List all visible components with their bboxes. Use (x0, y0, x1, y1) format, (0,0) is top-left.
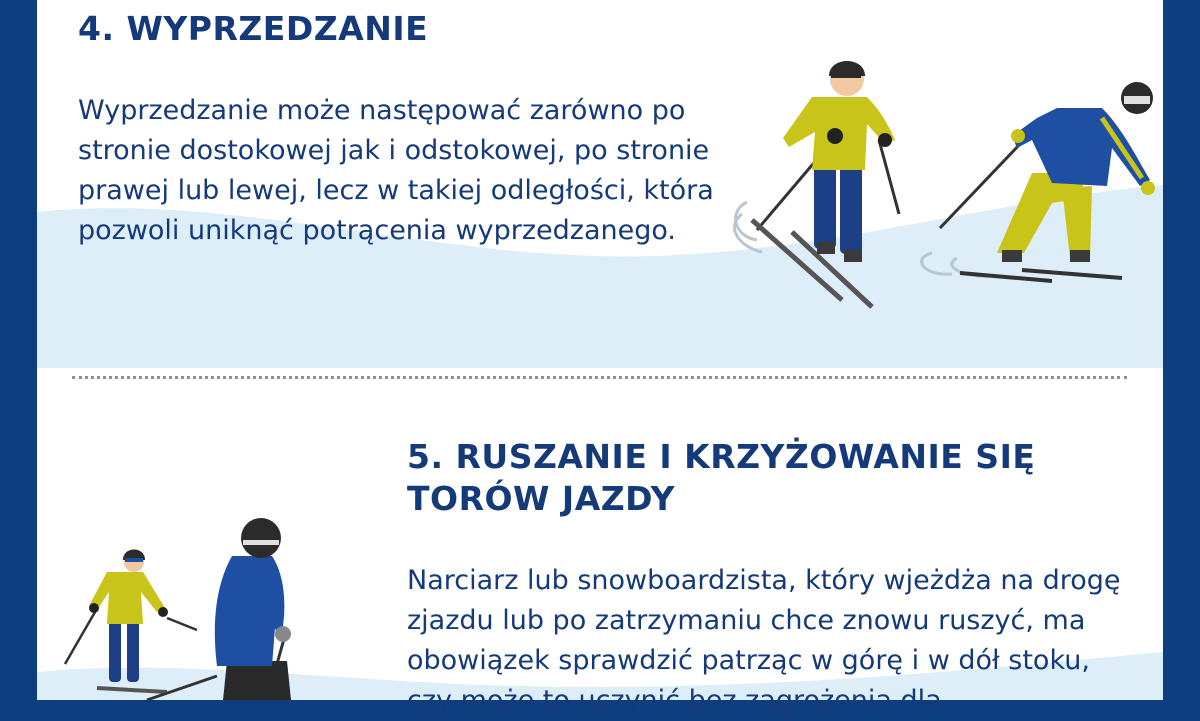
section-5-text: Narciarz lub snowboardzista, który wjeżdża na drogę zjazdu lub po zatrzymaniu chce znowu ruszyć, ma obowiązek sprawdzić patrząc w górę i w dół stoku, czy może to uczynić bez zagrożenia dla (407, 565, 1121, 716)
section-5-title: 5. RUSZANIE I KRZYŻOWANIE SIĘ TORÓW JAZDY (407, 437, 1036, 518)
section-divider (72, 376, 1127, 379)
section-4-text: Wyprzedzanie może następować zarówno po stronie dostokowej jak i odstokowej, po stronie prawej lub lewej, lecz w takiej odległości, która pozwoli uniknąć potrącenia wyprzedzanego. (78, 95, 714, 246)
skier-blue-jacket-icon (912, 78, 1157, 293)
section-4-title: 4. WYPRZEDZANIE (78, 9, 429, 48)
infographic-panel (37, 0, 1163, 716)
skier-blue-back-icon (187, 516, 307, 700)
skier-yellow-jacket-icon (717, 52, 917, 317)
